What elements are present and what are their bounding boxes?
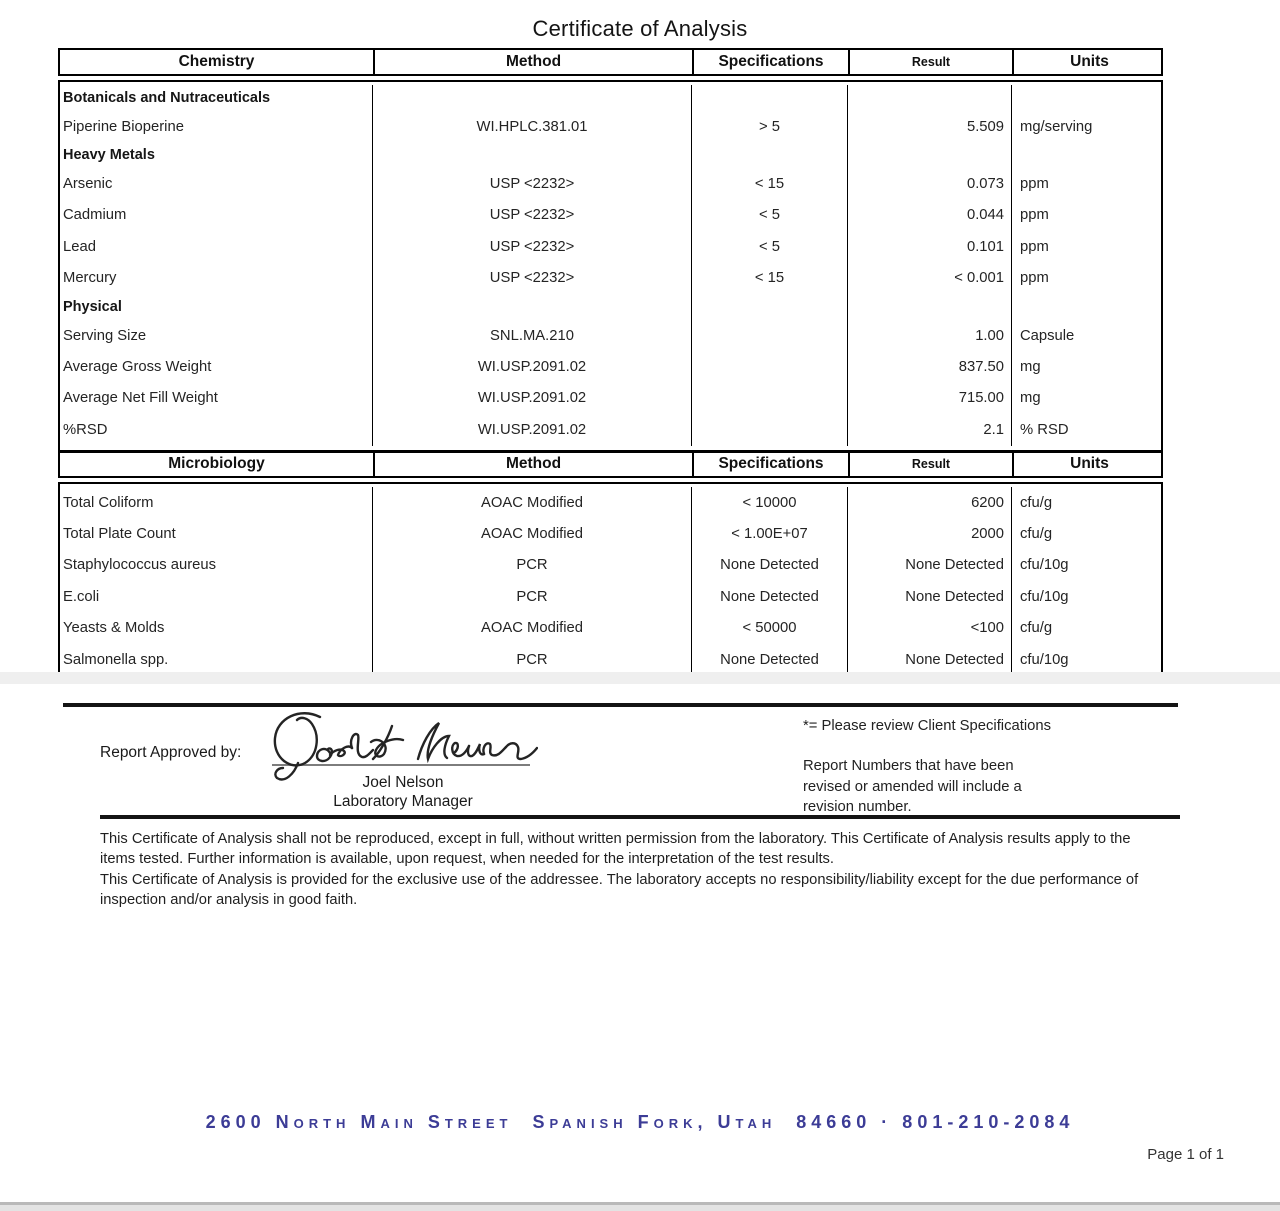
column-header-result: Result — [850, 452, 1014, 476]
divider-rule-top — [63, 703, 1178, 707]
units-cell: cfu/g — [1020, 494, 1053, 511]
column-header-specifications: Specifications — [694, 452, 850, 476]
result-cell: 837.50 — [848, 351, 1012, 382]
spec-cell: None Detected — [692, 644, 848, 675]
spec-cell — [692, 383, 848, 414]
result-cell — [848, 294, 1012, 320]
column-header-chemistry: Chemistry — [60, 50, 375, 74]
method-cell — [373, 294, 692, 320]
analyte-cell: %RSD — [60, 414, 373, 445]
approver-title: Laboratory Manager — [333, 793, 473, 810]
spec-cell — [692, 142, 848, 168]
column-header-method: Method — [375, 452, 694, 476]
disclaimer-paragraph-2: This Certificate of Analysis is provided for the exclusive use of the addressee. The laboratory accepts no responsibility/liability except for the due performance of inspection and/or analysis in good faith. — [100, 871, 1139, 909]
analyte-cell: Salmonella spp. — [60, 644, 373, 675]
table-row — [60, 487, 1161, 518]
result-cell: 2.1 — [848, 414, 1012, 445]
method-cell — [373, 85, 692, 111]
method-cell: AOAC Modified — [373, 518, 692, 549]
analyte-cell: Botanicals and Nutraceuticals — [60, 85, 373, 111]
spec-cell — [692, 85, 848, 111]
spec-cell: < 10000 — [692, 487, 848, 518]
units-cell: cfu/10g — [1020, 588, 1069, 605]
divider-rule-bottom — [100, 815, 1180, 819]
result-cell: 0.044 — [848, 200, 1012, 231]
analyte-cell: Total Coliform — [60, 487, 373, 518]
analyte-cell: Arsenic — [60, 168, 373, 199]
method-cell: WI.USP.2091.02 — [373, 383, 692, 414]
disclaimer-text — [100, 829, 1146, 911]
revision-note: Report Numbers that have been revised or amended will include a revision number. — [803, 758, 1022, 815]
table-row — [60, 231, 1161, 262]
method-cell: WI.HPLC.381.01 — [373, 111, 692, 142]
analyte-cell: Average Net Fill Weight — [60, 383, 373, 414]
table-row — [60, 518, 1161, 549]
section-row — [60, 294, 1161, 320]
spec-cell: < 1.00E+07 — [692, 518, 848, 549]
units-cell: % RSD — [1020, 421, 1069, 438]
result-cell: 2000 — [848, 518, 1012, 549]
table-row — [60, 383, 1161, 414]
units-cell: cfu/10g — [1020, 557, 1069, 574]
method-cell: SNL.MA.210 — [373, 320, 692, 351]
method-cell: PCR — [373, 550, 692, 581]
units-cell: cfu/g — [1020, 526, 1053, 543]
units-cell: mg/serving — [1020, 118, 1093, 135]
units-cell — [1012, 294, 1161, 320]
analyte-cell: Piperine Bioperine — [60, 111, 373, 142]
result-cell: 0.101 — [848, 231, 1012, 262]
disclaimer-paragraph-1: This Certificate of Analysis shall not be reproduced, except in full, without written permission from the laboratory. This Certificate of Analysis results apply to the items tested. Further information is available, upon request, when needed for the interpretation of the test results. — [100, 831, 1131, 868]
column-header-microbiology: Microbiology — [60, 452, 375, 476]
chemistry-table — [58, 48, 1163, 453]
spec-cell: None Detected — [692, 581, 848, 612]
lab-address: 2600 North Main Street Spanish Fork, Utah 84660 · 801-210-2084 — [205, 1112, 1075, 1132]
analyte-cell: Cadmium — [60, 200, 373, 231]
spec-cell: < 5 — [692, 231, 848, 262]
table-row — [60, 414, 1161, 445]
analyte-cell: Total Plate Count — [60, 518, 373, 549]
method-cell: USP <2232> — [373, 200, 692, 231]
chemistry-table-header — [58, 48, 1163, 76]
units-cell: mg — [1020, 390, 1041, 407]
method-cell: USP <2232> — [373, 263, 692, 294]
spec-cell: < 15 — [692, 263, 848, 294]
analyte-cell: Lead — [60, 231, 373, 262]
result-cell — [848, 85, 1012, 111]
column-header-units: Units — [1070, 455, 1109, 472]
analyte-cell: Mercury — [60, 263, 373, 294]
signature-block — [268, 708, 540, 818]
result-cell: None Detected — [848, 550, 1012, 581]
units-cell: Capsule — [1020, 327, 1075, 344]
table-row — [60, 111, 1161, 142]
result-cell: 6200 — [848, 487, 1012, 518]
spec-cell — [692, 414, 848, 445]
approval-section — [100, 708, 1180, 814]
column-header-result: Result — [850, 50, 1014, 74]
result-cell: 1.00 — [848, 320, 1012, 351]
signature-handwriting — [268, 708, 538, 783]
units-cell — [1012, 142, 1161, 168]
column-header-specifications: Specifications — [694, 50, 850, 74]
method-cell: PCR — [373, 644, 692, 675]
approver-name: Joel Nelson — [362, 774, 444, 791]
table-row — [60, 613, 1161, 644]
page-title: Certificate of Analysis — [532, 16, 748, 41]
table-row — [60, 200, 1161, 231]
spec-cell — [692, 351, 848, 382]
units-cell — [1012, 85, 1161, 111]
client-notes — [803, 718, 1063, 818]
table-row — [60, 644, 1161, 675]
result-cell: 5.509 — [848, 111, 1012, 142]
scan-artifact-band — [0, 672, 1280, 684]
analyte-cell: Serving Size — [60, 320, 373, 351]
spec-cell: > 5 — [692, 111, 848, 142]
spec-cell: None Detected — [692, 550, 848, 581]
result-cell: None Detected — [848, 581, 1012, 612]
result-cell: < 0.001 — [848, 263, 1012, 294]
analyte-cell: Average Gross Weight — [60, 351, 373, 382]
spec-cell: < 5 — [692, 200, 848, 231]
method-cell: USP <2232> — [373, 231, 692, 262]
analyte-cell: Heavy Metals — [60, 142, 373, 168]
microbiology-table-header — [58, 450, 1163, 478]
table-row — [60, 168, 1161, 199]
table-row — [60, 351, 1161, 382]
analyte-cell: Yeasts & Molds — [60, 613, 373, 644]
method-cell: WI.USP.2091.02 — [373, 351, 692, 382]
result-cell: <100 — [848, 613, 1012, 644]
table-row — [60, 550, 1161, 581]
units-cell: cfu/g — [1020, 620, 1053, 637]
table-row — [60, 263, 1161, 294]
result-cell: 0.073 — [848, 168, 1012, 199]
units-cell: cfu/10g — [1020, 651, 1069, 668]
column-header-units: Units — [1070, 53, 1109, 70]
units-cell: ppm — [1020, 270, 1049, 287]
microbiology-table — [58, 450, 1163, 682]
method-cell: WI.USP.2091.02 — [373, 414, 692, 445]
section-row — [60, 85, 1161, 111]
analyte-cell: Staphylococcus aureus — [60, 550, 373, 581]
units-cell: ppm — [1020, 238, 1049, 255]
spec-cell: < 50000 — [692, 613, 848, 644]
spec-cell — [692, 294, 848, 320]
method-cell: USP <2232> — [373, 168, 692, 199]
units-cell: ppm — [1020, 176, 1049, 193]
microbiology-table-body — [58, 482, 1163, 682]
result-cell: None Detected — [848, 644, 1012, 675]
spec-cell — [692, 320, 848, 351]
analyte-cell: E.coli — [60, 581, 373, 612]
method-cell: AOAC Modified — [373, 613, 692, 644]
section-row — [60, 142, 1161, 168]
method-cell: PCR — [373, 581, 692, 612]
report-approved-by-label: Report Approved by: — [100, 744, 242, 761]
units-cell: mg — [1020, 359, 1041, 376]
scan-edge-light — [0, 1205, 1280, 1211]
chemistry-table-body — [58, 80, 1163, 453]
table-row — [60, 320, 1161, 351]
method-cell: AOAC Modified — [373, 487, 692, 518]
column-header-method: Method — [375, 50, 694, 74]
client-spec-note: *= Please review Client Specifications — [803, 718, 1051, 734]
result-cell: 715.00 — [848, 383, 1012, 414]
analyte-cell: Physical — [60, 294, 373, 320]
result-cell — [848, 142, 1012, 168]
table-row — [60, 581, 1161, 612]
method-cell — [373, 142, 692, 168]
spec-cell: < 15 — [692, 168, 848, 199]
page-number: Page 1 of 1 — [1147, 1146, 1224, 1163]
units-cell: ppm — [1020, 207, 1049, 224]
